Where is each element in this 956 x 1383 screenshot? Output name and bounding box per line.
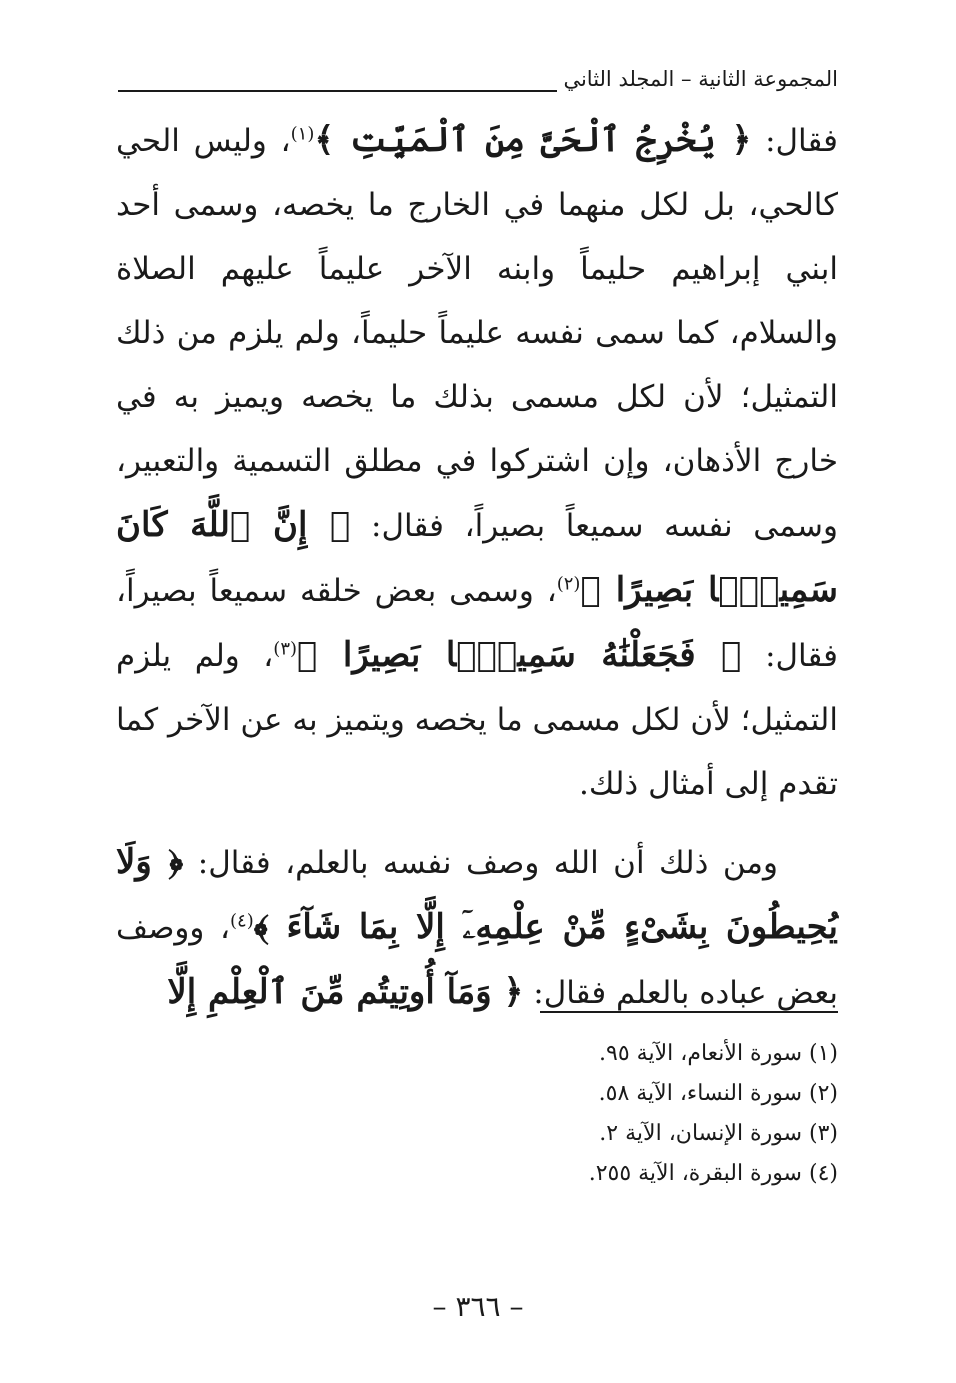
footnote-ref: (٢) — [556, 573, 581, 595]
text-segment: ، ولم يلزم التمثيل؛ لأن لكل مسمى ما يخصه ويتميز به عن الآخر كما تقدم إلى أمثال ذلك. — [116, 638, 838, 802]
header-title: المجموعة الثانية – المجلد الثاني — [563, 67, 838, 91]
quran-verse: ﴿ وَمَآ أُوتِيتُم مِّنَ ٱلْعِلْمِ إِلَّا — [167, 972, 524, 1012]
page-number: – ٣٦٦ – — [432, 1290, 524, 1323]
body-text — [116, 108, 838, 1025]
quran-verse: ﴿ وَلَا يُحِيطُونَ بِشَىْءٍ مِّنْ عِلْمِهِۦٓ إِلَّا بِمَا شَآءَ ﴾ — [116, 842, 838, 947]
footnote-ref: (١) — [290, 123, 315, 145]
footnote-3: (٣) سورة الإنسان، الآية ٢. — [599, 1121, 838, 1146]
footnote-separator — [540, 1011, 838, 1013]
footnote-ref: (٣) — [273, 638, 298, 660]
paragraph-1 — [116, 108, 838, 816]
footnote-1: (١) سورة الأنعام، الآية ٩٥. — [599, 1041, 838, 1066]
quran-verse: ﴿ فَجَعَلْنَٰهُ سَمِيعًۢا بَصِيرًا ﴾ — [297, 635, 742, 675]
footnotes-list — [116, 1034, 838, 1194]
text-segment: فقال: — [751, 123, 838, 159]
footnote-4: (٤) سورة البقرة، الآية ٢٥٥. — [588, 1161, 838, 1186]
quran-verse: ﴿ يُخْرِجُ ٱلْحَىَّ مِنَ ٱلْمَيِّتِ ﴾ — [314, 120, 752, 160]
quran-verse: ﴿ إِنَّ ٱللَّهَ كَانَ سَمِيعًۢا بَصِيرًا ﴾ — [116, 505, 838, 610]
text-segment: ، وليس الحي كالحي، بل لكل منهما في الخارج ما يخصه، وسمى أحد ابني إبراهيم حليماً وابنه الآخر عليماً عليهم الصلاة والسلام، كما سمى نفسه عليماً حليماً، ولم يلزم من ذلك التمثيل؛ لأن لكل مسمى بذلك ما يخصه ويميز به في خارج الأذهان، وإن اشتركوا في مطلق التسمية والتعبير، وسمى نفسه سميعاً بصيراً، فقال: — [116, 123, 839, 544]
text-segment: ، وسمى بعض خلقه سميعاً بصيراً، فقال: — [116, 573, 838, 674]
header-rule — [118, 90, 557, 92]
footnote-2: (٢) سورة النساء، الآية ٥٨. — [598, 1081, 838, 1106]
paragraph-2 — [116, 830, 838, 1025]
running-header — [118, 56, 838, 96]
text-segment: ، ووصف بعض عباده بالعلم فقال: — [116, 910, 838, 1011]
footnote-ref: (٤) — [230, 910, 254, 932]
text-segment: ومن ذلك أن الله وصف نفسه بالعلم، فقال: — [183, 845, 778, 881]
